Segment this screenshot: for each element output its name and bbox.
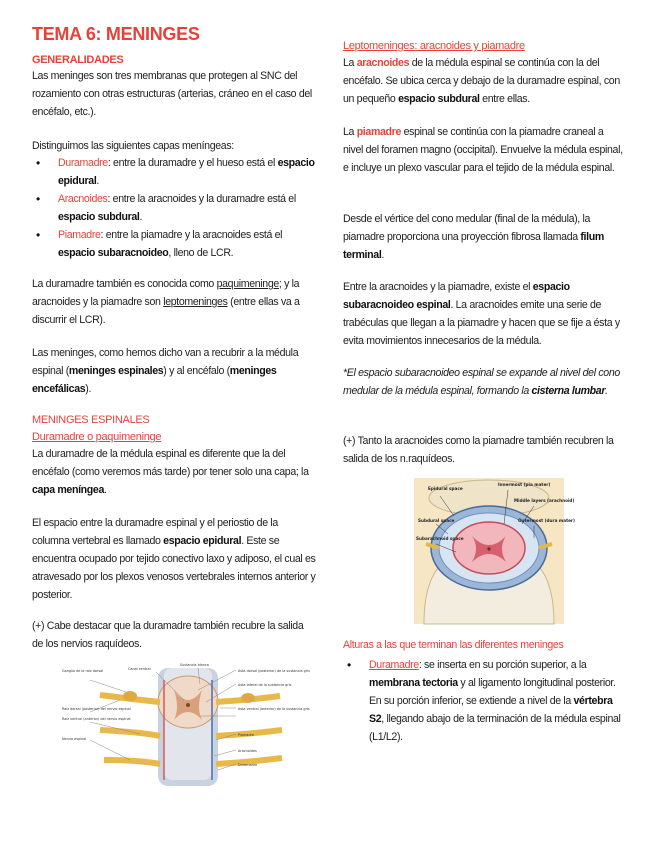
fig2-label: Subdural space [418,518,455,523]
fig2-label: Subarachnoid space [416,536,464,541]
capas-list [32,154,316,262]
fig1-label: Nervio espinal [62,737,87,741]
fig2-label: Epidural space [428,486,463,491]
list-item: • Duramadre: se inserta en su porción superior, a la membrana tectoria y al ligamento longitudinal posterior. En su porción inferior, se extiende a nivel de la vértebra S2, llegando abajo de la terminación de la médula espinal (L1/L2). [343,656,626,746]
section-heading-espinales: MENINGES ESPINALES [32,414,150,426]
spinal-cord-figure [60,660,310,790]
fig1-label: Canal central [128,667,151,671]
subheading-duramadre: Duramadre o paquimeninge [32,431,162,443]
fig1-label: Duramadre [238,763,258,767]
fig1-label: Asta lateral de la sustancia gris [238,683,292,687]
duramadre-paragraph: La duramadre de la médula espinal es diferente que la del encéfalo (como veremos más tarde) por tener solo una capa; la capa meníngea. [32,448,309,496]
list-item: • Piamadre: entre la piamadre y la aracnoides está el espacio subaracnoideo, lleno de LCR. [32,226,316,262]
fig1-label: Raíz ventral (anterior) del nervio espinal [62,717,131,721]
fig2-label: Innermost (pia mater) [498,482,551,487]
intro-paragraph: Las meninges son tres membranas que protegen al SNC del rozamiento con otras estructuras (arterias, cráneo en el caso del encéfalo, etc.). [32,70,312,118]
fig1-label: Raíz dorsal (posterior) del nervio espinal [62,707,131,711]
fig2-label: Outermost (dura mater) [518,518,575,523]
capas-intro: Distinguimos las siguientes capas meníngeas: [32,140,234,152]
filum-paragraph: Desde el vértice del cono medular (final de la médula), la piamadre proporciona una proyección fibrosa llamada filum terminal. [343,213,604,261]
section-heading-generalidades: GENERALIDADES [32,54,124,66]
leptomeninges-note: (+) Tanto la aracnoides como la piamadre también recubren la salida de los n.raquídeos. [343,435,614,465]
list-item: • Aracnoides: entre la aracnoides y la duramadre está el espacio subdural. [32,190,316,226]
piamadre-paragraph: La piamadre espinal se continúa con la piamadre craneal a nivel del foramen magno (occipital). Envuelve la médula espinal, e incluye un plexo vascular para el tejido de la médula espinal. [343,126,623,174]
meninges-recubren-paragraph: Las meninges, como hemos dicho van a recubrir a la médula espinal (meninges espinales) y al encéfalo (meninges encefálicas). [32,347,299,395]
meninges-figure [414,478,575,624]
fig1-label: Ganglio de la raíz dorsal [62,669,104,673]
nervios-note: (+) Cabe destacar que la duramadre también recubre la salida de los nervios raquídeos. [32,620,304,650]
aracnoides-paragraph: La aracnoides de la médula espinal se continúa con la del encéfalo. Se ubica cerca y debajo de la duramadre espinal, con un pequeño espacio subdural entre ellas. [343,57,620,105]
epidural-paragraph: El espacio entre la duramadre espinal y el periostio de la columna vertebral es llamado espacio epidural. Este se encuentra ocupado por tejido conectivo laxo y adiposo, el cual es atravesado por los plexos venosos vertebrales internos anterior y posterior. [32,517,316,601]
alturas-list [343,656,626,746]
page-title: TEMA 6: MENINGES [32,24,200,44]
alturas-heading: Alturas a las que terminan las diferentes meninges [343,639,564,651]
cisterna-note: *El espacio subaracnoideo espinal se expande al nivel del cono medular de la médula espinal, formando la cisterna lumbar. [343,367,620,397]
list-item: • Duramadre: entre la duramadre y el hueso está el espacio epidural. [32,154,316,190]
fig2-label: Middle layers (arachnoid) [514,498,575,503]
fig1-label: Asta dorsal (posterior) de la sustancia gris [238,669,310,673]
fig1-label: Piamadre [238,733,254,737]
fig1-label: Asta ventral (anterior) de la sustancia gris [238,707,310,711]
paquimeninge-paragraph: La duramadre también es conocida como paquimeninge; y la aracnoides y la piamadre son leptomeninges (entre ellas va a discurrir el LCR). [32,278,300,326]
subaracnoideo-paragraph: Entre la aracnoides y la piamadre, existe el espacio subaracnoideo espinal. La aracnoides emite una serie de trabéculas que llegan a la piamadre y hacen que se fije a ésta y evita movimientos innecesarios de la médula. [343,281,620,347]
fig1-label: Aracnoides [238,749,257,753]
fig1-label: Sustancia blanca [180,663,209,667]
subheading-leptomeninges: Leptomeninges: aracnoides y piamadre [343,40,525,52]
